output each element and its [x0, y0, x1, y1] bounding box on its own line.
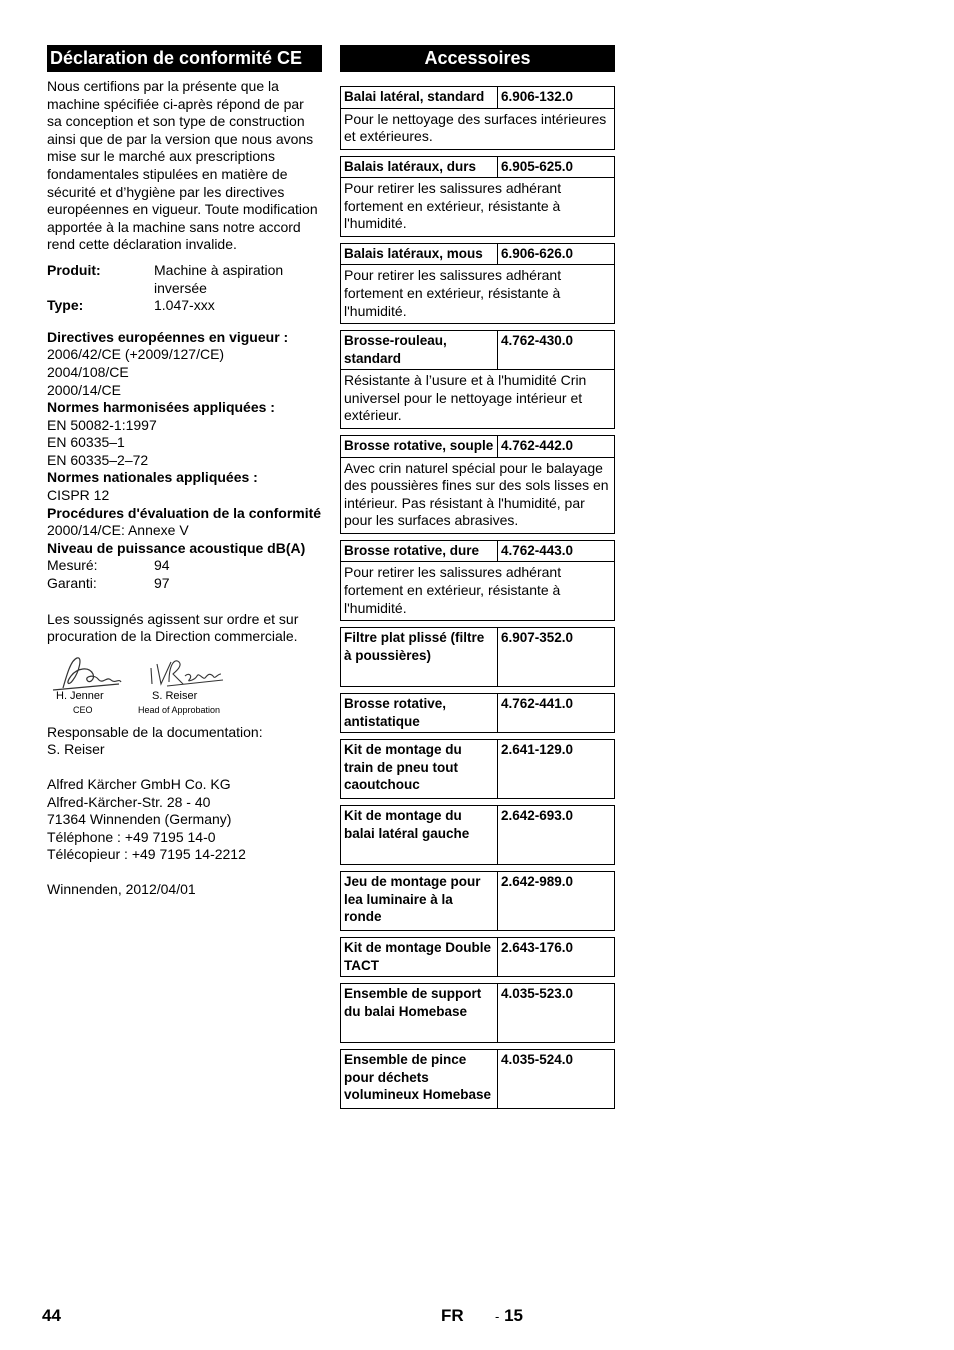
accessory-number: 2.643-176.0	[501, 940, 574, 956]
accessories-list	[340, 86, 615, 1109]
guaranteed-row	[47, 575, 322, 593]
accessory-header	[341, 541, 614, 562]
accessory-item	[340, 435, 615, 534]
accessory-header	[341, 806, 614, 864]
accessory-item	[340, 243, 615, 324]
declaration-title: Déclaration de conformité CE	[47, 45, 322, 72]
company-phone: Téléphone : +49 7195 14-0	[47, 828, 216, 845]
place-date: Winnenden, 2012/04/01	[47, 880, 196, 897]
guaranteed-value: 97	[154, 575, 170, 592]
noise-heading: Niveau de puissance acoustique dB(A)	[47, 539, 306, 556]
accessory-header	[341, 694, 614, 732]
accessory-name: Jeu de montage pour lea luminaire à la ronde	[341, 872, 498, 930]
accessory-name: Brosse rotative, souple	[341, 436, 498, 457]
accessory-header	[341, 244, 614, 265]
accessory-header	[341, 984, 614, 1042]
accessory-header	[341, 740, 614, 798]
harmonized-heading: Normes harmonisées appliquées :	[47, 399, 275, 416]
accessory-description: Pour retirer les salissures adhérant fortement en extérieur, résistante à l'humidité.	[341, 177, 614, 236]
signature-block	[47, 654, 322, 716]
local-page	[495, 1306, 523, 1326]
directive-item: 2000/14/CE	[47, 381, 121, 398]
accessory-header	[341, 331, 614, 369]
declaration-column	[47, 45, 322, 899]
accessory-name: Filtre plat plissé (filtre à poussières)	[341, 628, 498, 686]
page-dash: -	[495, 1309, 500, 1324]
accessory-number: 6.905-625.0	[501, 158, 574, 174]
harmonized-item: EN 60335–1	[47, 434, 125, 451]
page-number: 44	[42, 1306, 61, 1325]
accessory-name: Balai latéral, standard	[341, 87, 498, 108]
accessory-name: Brosse rotative, antistatique	[341, 694, 498, 732]
accessory-item	[340, 983, 615, 1043]
company-name: Alfred Kärcher GmbH Co. KG	[47, 776, 231, 792]
accessory-name: Kit de montage du train de pneu tout caoutchouc	[341, 740, 498, 798]
accessory-description: Pour le nettoyage des surfaces intérieures et extérieures.	[341, 108, 614, 149]
accessory-name: Brosse rotative, dure	[341, 541, 498, 562]
accessory-name: Ensemble de pince pour déchets volumineux Homebase	[341, 1050, 498, 1108]
procedure-heading: Procédures d'évaluation de la conformité	[47, 504, 322, 521]
accessory-header	[341, 1050, 614, 1108]
signer1-name: H. Jenner	[56, 689, 104, 702]
local-page-number: 15	[504, 1306, 523, 1325]
measured-value: 94	[154, 557, 170, 574]
signatories-text: Les soussignés agissent sur ordre et sur procuration de la Direction commerciale.	[47, 610, 299, 645]
directives-heading: Directives européennes en vigueur :	[47, 328, 289, 345]
accessory-number: 6.907-352.0	[501, 630, 574, 646]
national-heading: Normes nationales appliquées :	[47, 469, 258, 486]
signature-reiser-image	[147, 654, 227, 690]
signer2-name: S. Reiser	[152, 689, 198, 702]
doc-responsible-label: Responsable de la documentation:	[47, 723, 263, 740]
directive-item: 2004/108/CE	[47, 363, 129, 380]
accessory-header	[341, 872, 614, 930]
accessory-description: Avec crin naturel spécial pour le balayage des poussières fines sur des sols lisses en intérieur. Pas résistant à l'humidité, par pour les surfaces abrasives.	[341, 457, 614, 533]
accessory-item	[340, 627, 615, 687]
accessory-header	[341, 157, 614, 178]
accessory-item	[340, 1049, 615, 1109]
accessory-number: 4.762-442.0	[501, 438, 574, 454]
accessory-item	[340, 937, 615, 977]
declaration-intro: Nous certifions par la présente que la machine spécifiée ci-après répond de par sa conception et son type de construction ainsi que de par la version que nous avons mise sur le marché aux prescriptions fondamentales stipulées en matière de sécurité et d’hygiène par les directives européennes en vigueur. Toute modification apportée à la machine sans notre accord rend cette déclaration invalide.	[47, 78, 318, 253]
type-value: 1.047-xxx	[154, 297, 215, 314]
accessory-header	[341, 628, 614, 686]
harmonized-item: EN 60335–2–72	[47, 451, 149, 468]
signer2-role: Head of Approbation	[138, 704, 221, 715]
accessory-item	[340, 805, 615, 865]
accessory-number: 2.641-129.0	[501, 742, 574, 758]
company-city: 71364 Winnenden (Germany)	[47, 811, 232, 828]
accessory-number: 4.762-443.0	[501, 542, 574, 558]
accessory-number: 4.035-523.0	[501, 986, 574, 1002]
accessories-column	[340, 45, 615, 1109]
accessory-item	[340, 540, 615, 621]
accessory-name: Kit de montage du balai latéral gauche	[341, 806, 498, 864]
measured-label: Mesuré:	[47, 557, 98, 574]
accessory-name: Brosse-rouleau, standard	[341, 331, 498, 369]
product-row	[47, 262, 322, 297]
harmonized-item: EN 50082-1:1997	[47, 416, 157, 433]
product-label: Produit:	[47, 261, 101, 278]
accessory-item	[340, 86, 615, 150]
type-row	[47, 297, 322, 315]
product-value: Machine à aspiration inversée	[154, 261, 284, 296]
accessory-description: Résistante à l’usure et à l'humidité Crin universel pour le nettoyage intérieur et extérieur.	[341, 369, 614, 428]
accessory-name: Balais latéraux, durs	[341, 157, 498, 178]
doc-responsible-name: S. Reiser	[47, 741, 105, 758]
accessory-number: 4.762-441.0	[501, 696, 574, 712]
accessory-number: 4.762-430.0	[501, 333, 574, 349]
accessory-description: Pour retirer les salissures adhérant fortement en extérieur, résistante à l'humidité.	[341, 264, 614, 323]
type-label: Type:	[47, 297, 84, 314]
accessories-title: Accessoires	[340, 45, 615, 72]
accessory-item	[340, 871, 615, 931]
measured-row	[47, 557, 322, 575]
accessory-name: Balais latéraux, mous	[341, 244, 498, 265]
accessory-name: Kit de montage Double TACT	[341, 938, 498, 976]
signer1-role: CEO	[73, 704, 93, 715]
language-code: FR	[441, 1306, 464, 1325]
accessory-number: 2.642-693.0	[501, 808, 574, 824]
accessory-item	[340, 739, 615, 799]
accessory-header	[341, 938, 614, 976]
procedure-item: 2000/14/CE: Annexe V	[47, 522, 189, 539]
accessory-description: Pour retirer les salissures adhérant fortement en extérieur, résistante à l'humidité.	[341, 561, 614, 620]
accessory-item	[340, 156, 615, 237]
accessory-header	[341, 87, 614, 108]
accessory-name: Ensemble de support du balai Homebase	[341, 984, 498, 1042]
accessory-item	[340, 330, 615, 429]
accessory-number: 2.642-989.0	[501, 874, 574, 890]
national-item: CISPR 12	[47, 487, 110, 504]
directive-item: 2006/42/CE (+2009/127/CE)	[47, 346, 225, 363]
guaranteed-label: Garanti:	[47, 575, 97, 592]
accessory-number: 6.906-626.0	[501, 245, 574, 261]
accessory-header	[341, 436, 614, 457]
accessory-item	[340, 693, 615, 733]
company-street: Alfred-Kärcher-Str. 28 - 40	[47, 793, 211, 810]
accessory-number: 4.035-524.0	[501, 1052, 574, 1068]
accessory-number: 6.906-132.0	[501, 89, 574, 104]
company-fax: Télécopieur : +49 7195 14-2212	[47, 846, 246, 863]
